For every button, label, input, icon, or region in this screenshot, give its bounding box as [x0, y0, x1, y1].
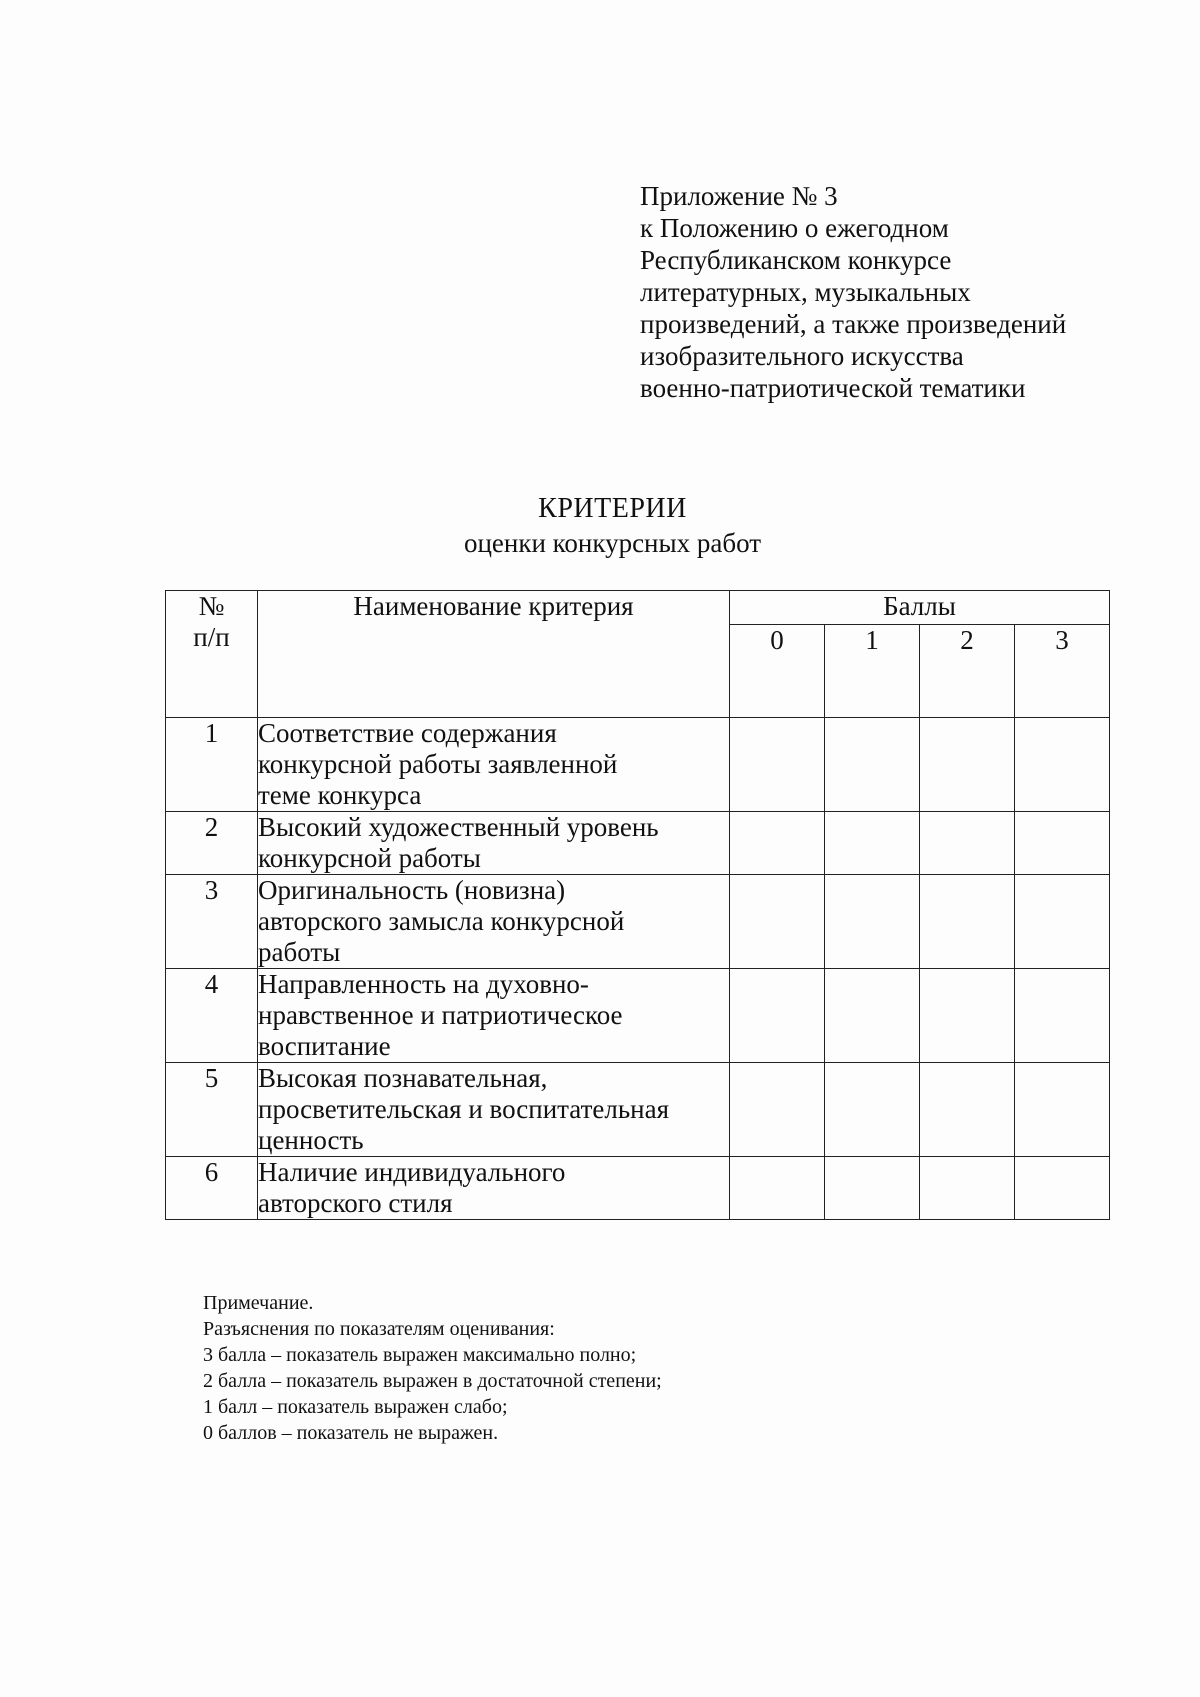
- row-number: 4: [166, 969, 258, 1063]
- number-column-header: [166, 591, 258, 718]
- criterion-name: [258, 812, 730, 875]
- note-line: 2 балла – показатель выражен в достаточной степени;: [203, 1370, 662, 1392]
- criterion-name-line: конкурсной работы заявленной: [258, 749, 618, 779]
- score-cell-3: [1015, 875, 1110, 969]
- note-line: 0 баллов – показатель не выражен.: [203, 1422, 499, 1444]
- scores-group-header: Баллы: [730, 591, 1110, 625]
- score-cell-1: [825, 1063, 920, 1157]
- criterion-name-line: воспитание: [258, 1031, 391, 1061]
- score-cell-1: [825, 812, 920, 875]
- appendix-line: Республиканском конкурсе: [640, 245, 952, 275]
- criteria-table: [165, 590, 1110, 1220]
- note-block: [203, 1290, 662, 1446]
- criterion-name-line: авторского замысла конкурсной: [258, 906, 625, 936]
- table-row: [166, 875, 1110, 969]
- row-number: 2: [166, 812, 258, 875]
- score-cell-0: [730, 1157, 825, 1220]
- score-cell-2: [920, 1063, 1015, 1157]
- note-line: 1 балл – показатель выражен слабо;: [203, 1396, 508, 1418]
- score-cell-1: [825, 718, 920, 812]
- criterion-name-line: нравственное и патриотическое: [258, 1000, 623, 1030]
- criterion-name-column-header: Наименование критерия: [258, 591, 730, 718]
- score-cell-2: [920, 875, 1015, 969]
- score-column-header-0: 0: [730, 625, 825, 718]
- appendix-line: военно-патриотической тематики: [640, 373, 1026, 403]
- score-column-header-2: 2: [920, 625, 1015, 718]
- appendix-line: произведений, а также произведений: [640, 309, 1067, 339]
- score-cell-3: [1015, 1157, 1110, 1220]
- score-cell-0: [730, 969, 825, 1063]
- score-cell-3: [1015, 969, 1110, 1063]
- appendix-block: [640, 180, 1160, 404]
- number-header-symbol: №: [198, 591, 225, 621]
- note-heading: Примечание.: [203, 1292, 314, 1314]
- criterion-name: [258, 718, 730, 812]
- table-row: [166, 969, 1110, 1063]
- criterion-name-line: работы: [258, 937, 341, 967]
- table-row: [166, 812, 1110, 875]
- criterion-name-line: Соответствие содержания: [258, 718, 557, 748]
- table-row: [166, 718, 1110, 812]
- criterion-name-line: конкурсной работы: [258, 843, 481, 873]
- criterion-name-line: ценность: [258, 1125, 364, 1155]
- appendix-line: литературных, музыкальных: [640, 277, 971, 307]
- score-cell-0: [730, 875, 825, 969]
- table-row: [166, 1157, 1110, 1220]
- appendix-line: к Положению о ежегодном: [640, 213, 949, 243]
- criterion-name-line: авторского стиля: [258, 1188, 453, 1218]
- criterion-name: [258, 875, 730, 969]
- score-cell-2: [920, 969, 1015, 1063]
- criterion-name-line: Оригинальность (новизна): [258, 875, 566, 905]
- appendix-line: Приложение № 3: [640, 181, 838, 211]
- row-number: 6: [166, 1157, 258, 1220]
- score-cell-0: [730, 812, 825, 875]
- score-cell-1: [825, 969, 920, 1063]
- title-main: КРИТЕРИИ: [538, 493, 687, 524]
- score-cell-1: [825, 1157, 920, 1220]
- score-cell-3: [1015, 718, 1110, 812]
- criterion-name: [258, 969, 730, 1063]
- score-cell-2: [920, 1157, 1015, 1220]
- score-column-header-3: 3: [1015, 625, 1110, 718]
- criterion-name: [258, 1157, 730, 1220]
- criterion-name-line: Направленность на духовно-: [258, 969, 589, 999]
- document-title: [0, 492, 1200, 560]
- criterion-name-line: Высокий художественный уровень: [258, 812, 659, 842]
- score-cell-3: [1015, 1063, 1110, 1157]
- criterion-name-line: просветительская и воспитательная: [258, 1094, 669, 1124]
- table-row: [166, 1063, 1110, 1157]
- score-cell-0: [730, 1063, 825, 1157]
- table-header-row: [166, 591, 1110, 625]
- number-header-abbr: п/п: [193, 622, 230, 652]
- score-cell-3: [1015, 812, 1110, 875]
- title-subtitle: оценки конкурсных работ: [463, 528, 762, 558]
- criterion-name-line: Наличие индивидуального: [258, 1157, 566, 1187]
- row-number: 3: [166, 875, 258, 969]
- score-column-header-1: 1: [825, 625, 920, 718]
- score-cell-2: [920, 812, 1015, 875]
- score-cell-0: [730, 718, 825, 812]
- score-cell-2: [920, 718, 1015, 812]
- criterion-name-line: теме конкурса: [258, 780, 422, 810]
- score-cell-1: [825, 875, 920, 969]
- note-line: Разъяснения по показателям оценивания:: [203, 1318, 555, 1340]
- criterion-name: [258, 1063, 730, 1157]
- row-number: 1: [166, 718, 258, 812]
- note-line: 3 балла – показатель выражен максимально полно;: [203, 1344, 637, 1366]
- row-number: 5: [166, 1063, 258, 1157]
- appendix-line: изобразительного искусства: [640, 341, 964, 371]
- criterion-name-line: Высокая познавательная,: [258, 1063, 548, 1093]
